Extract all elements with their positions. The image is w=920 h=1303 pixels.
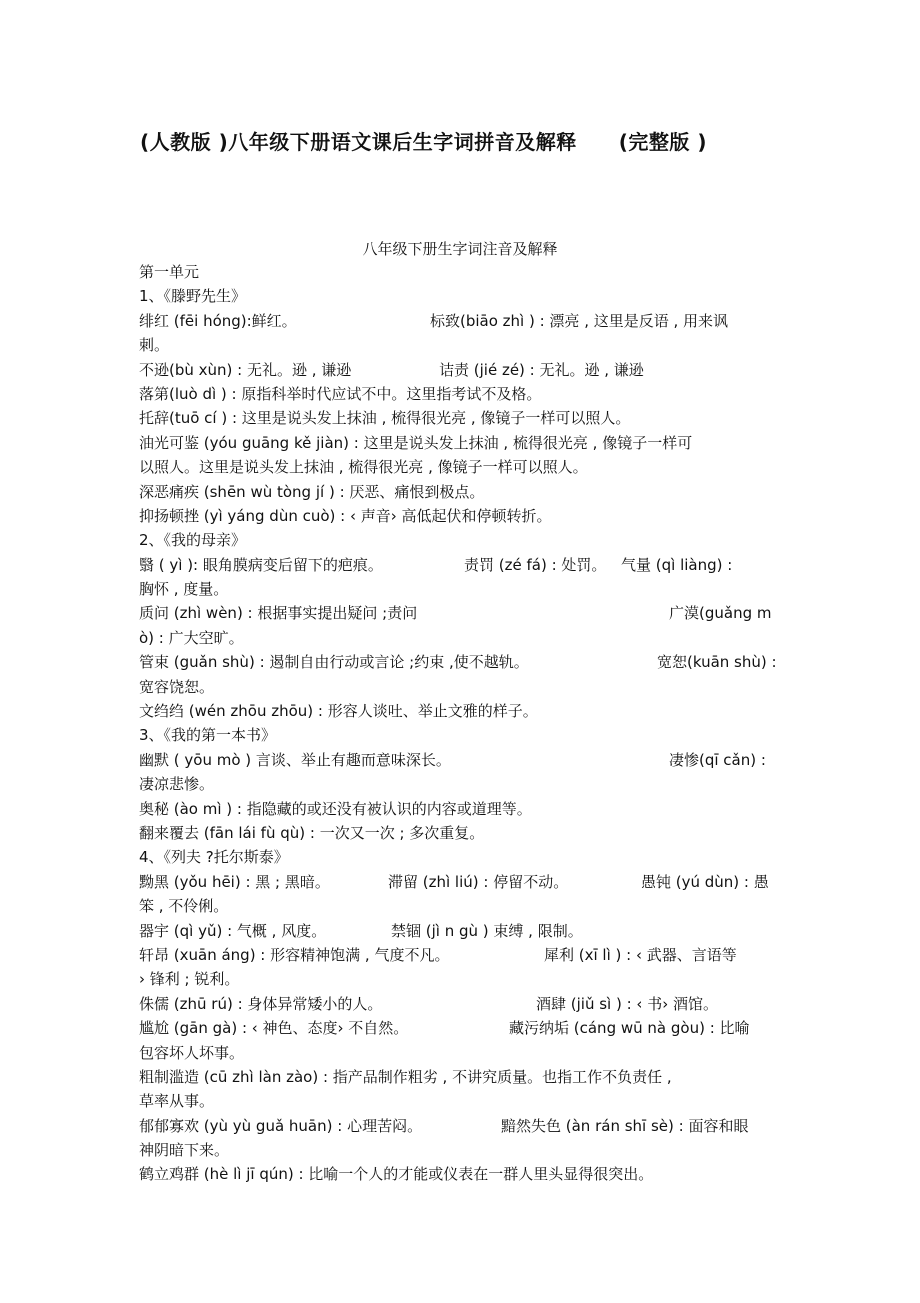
text-segment: 绯红 (fēi hóng):鲜红。: [139, 311, 297, 330]
text-line: [139, 1138, 784, 1162]
text-line: [139, 528, 784, 552]
text-line: [139, 650, 784, 674]
text-segment: 广漠(guǎng m: [669, 604, 772, 623]
text-segment: 3、《我的第一本书》: [139, 726, 277, 745]
text-segment: 宽容饶恕。: [139, 677, 215, 696]
text-segment: 粗制滥造 (cū zhì làn zào) : 指产品制作粗劣 , 不讲究质量。也指工作不负责任 ,: [139, 1067, 672, 1086]
text-segment: 质问 (zhì wèn) : 根据事实提出疑问 ;责问: [139, 604, 418, 623]
text-line: [139, 748, 784, 772]
text-line: [139, 504, 784, 528]
text-line: [139, 333, 784, 357]
text-line: [139, 260, 784, 284]
text-segment: 翻来覆去 (fān lái fù qù) : 一次又一次 ; 多次重复。: [139, 823, 485, 842]
text-line: [139, 992, 784, 1016]
text-segment: 凄凉悲惨。: [139, 775, 215, 794]
text-line: [139, 601, 784, 625]
text-segment: 草率从事。: [139, 1092, 215, 1111]
text-segment: 包容坏人坏事。: [139, 1043, 245, 1062]
text-line: [139, 723, 784, 747]
text-segment: 胸怀 , 度量。: [139, 580, 229, 599]
text-line: [139, 1065, 784, 1089]
text-line: [139, 455, 784, 479]
text-line: [139, 309, 784, 333]
text-segment: 标致(biāo zhì ) : 漂亮 , 这里是反语 , 用来讽: [430, 311, 729, 330]
text-segment: 笨 , 不伶俐。: [139, 897, 229, 916]
text-segment: 翳 ( yì ): 眼角膜病变后留下的疤痕。: [139, 555, 383, 574]
text-segment: 幽默 ( yōu mò ) 言谈、举止有趣而意味深长。: [139, 750, 451, 769]
text-line: [139, 967, 784, 991]
text-segment: 宽恕(kuān shù) :: [657, 653, 777, 672]
text-segment: 滞留 (zhì liú) : 停留不动。: [388, 872, 569, 891]
text-segment: 黯然失色 (àn rán shī sè) : 面容和眼: [501, 1116, 749, 1135]
text-segment: 不逊(bù xùn) : 无礼。逊 , 谦逊: [139, 360, 352, 379]
text-segment: 4、《列夫 ?托尔斯泰》: [139, 848, 289, 867]
text-segment: 责罚 (zé fá) : 处罚。: [464, 555, 607, 574]
text-segment: 犀利 (xī lì ) : ‹ 武器、言语等: [544, 945, 737, 964]
text-segment: 诘责 (jié zé) : 无礼。逊 , 谦逊: [439, 360, 644, 379]
text-segment: 凄惨(qī cǎn) :: [669, 750, 766, 769]
text-line: [139, 870, 784, 894]
text-line: [139, 919, 784, 943]
document-title-suffix: (完整版 ): [618, 130, 707, 154]
text-line: [139, 821, 784, 845]
text-segment: 气量 (qì liàng) :: [621, 555, 733, 574]
text-segment: 第一单元: [139, 263, 200, 281]
text-segment: 愚钝 (yú dùn) : 愚: [641, 872, 769, 891]
text-line: [139, 699, 784, 723]
vocabulary-list: [139, 260, 784, 1187]
text-line: [139, 553, 784, 577]
text-line: [139, 1114, 784, 1138]
text-line: [139, 480, 784, 504]
text-segment: 郁郁寡欢 (yù yù guǎ huān) : 心理苦闷。: [139, 1116, 423, 1135]
text-line: [139, 1162, 784, 1186]
text-line: [139, 772, 784, 796]
text-segment: 2、《我的母亲》: [139, 531, 247, 550]
text-segment: ò) : 广大空旷。: [139, 628, 244, 647]
text-segment: 尴尬 (gān gà) : ‹ 神色、态度› 不自然。: [139, 1019, 409, 1038]
text-segment: 奥秘 (ào mì ) : 指隐藏的或还没有被认识的内容或道理等。: [139, 799, 532, 818]
text-line: [139, 894, 784, 918]
text-segment: 抑扬顿挫 (yì yáng dùn cuò) : ‹ 声音› 高低起伏和停顿转折。: [139, 506, 552, 525]
text-segment: › 锋利 ; 锐利。: [139, 970, 240, 989]
text-segment: 刺。: [139, 336, 170, 355]
text-line: [139, 1016, 784, 1040]
text-segment: 文绉绉 (wén zhōu zhōu) : 形容人谈吐、举止文雅的样子。: [139, 702, 538, 721]
text-line: [139, 845, 784, 869]
text-line: [139, 1041, 784, 1065]
text-segment: 黝黑 (yǒu hēi) : 黑 ; 黑暗。: [139, 872, 330, 891]
text-segment: 油光可鉴 (yóu guāng kě jiàn) : 这里是说头发上抹油 , 梳得很光亮 , 像镜子一样可: [139, 433, 693, 452]
text-segment: 轩昂 (xuān áng) : 形容精神饱满 , 气度不凡。: [139, 945, 450, 964]
text-segment: 器宇 (qì yǔ) : 气概 , 风度。: [139, 921, 327, 940]
text-segment: 藏污纳垢 (cáng wū nà gòu) : 比喻: [509, 1019, 750, 1038]
text-line: [139, 943, 784, 967]
text-segment: 鹤立鸡群 (hè lì jī qún) : 比喻一个人的才能或仪表在一群人里头显得很突出。: [139, 1165, 654, 1184]
text-segment: 禁锢 (jì n gù ) 束缚 , 限制。: [391, 921, 583, 940]
text-segment: 以照人。这里是说头发上抹油 , 梳得很光亮 , 像镜子一样可以照人。: [139, 458, 588, 477]
text-segment: 深恶痛疾 (shēn wù tòng jí ) : 厌恶、痛恨到极点。: [139, 482, 485, 501]
text-line: [139, 626, 784, 650]
text-line: [139, 1089, 784, 1113]
text-segment: 侏儒 (zhū rú) : 身体异常矮小的人。: [139, 994, 383, 1013]
text-line: [139, 382, 784, 406]
text-segment: 酒肆 (jiǔ sì ) : ‹ 书› 酒馆。: [536, 994, 718, 1013]
text-line: [139, 675, 784, 699]
text-segment: 落第(luò dì ) : 原指科举时代应试不中。这里指考试不及格。: [139, 384, 542, 403]
text-line: [139, 284, 784, 308]
text-segment: 托辞(tuō cí ) : 这里是说头发上抹油 , 梳得很光亮 , 像镜子一样可以照人。: [139, 409, 631, 428]
text-line: [139, 797, 784, 821]
document-title-main: (人教版 )八年级下册语文课后生字词拼音及解释: [140, 130, 577, 154]
text-line: [139, 358, 784, 382]
text-line: [139, 577, 784, 601]
text-segment: 1、《滕野先生》: [139, 287, 247, 306]
text-line: [139, 406, 784, 430]
text-line: [139, 431, 784, 455]
document-title: [140, 126, 707, 155]
text-segment: 管束 (guǎn shù) : 遏制自由行动或言论 ;约束 ,使不越轨。: [139, 653, 529, 672]
text-segment: 神阴暗下来。: [139, 1141, 230, 1160]
section-subtitle: 八年级下册生字词注音及解释: [362, 240, 558, 258]
